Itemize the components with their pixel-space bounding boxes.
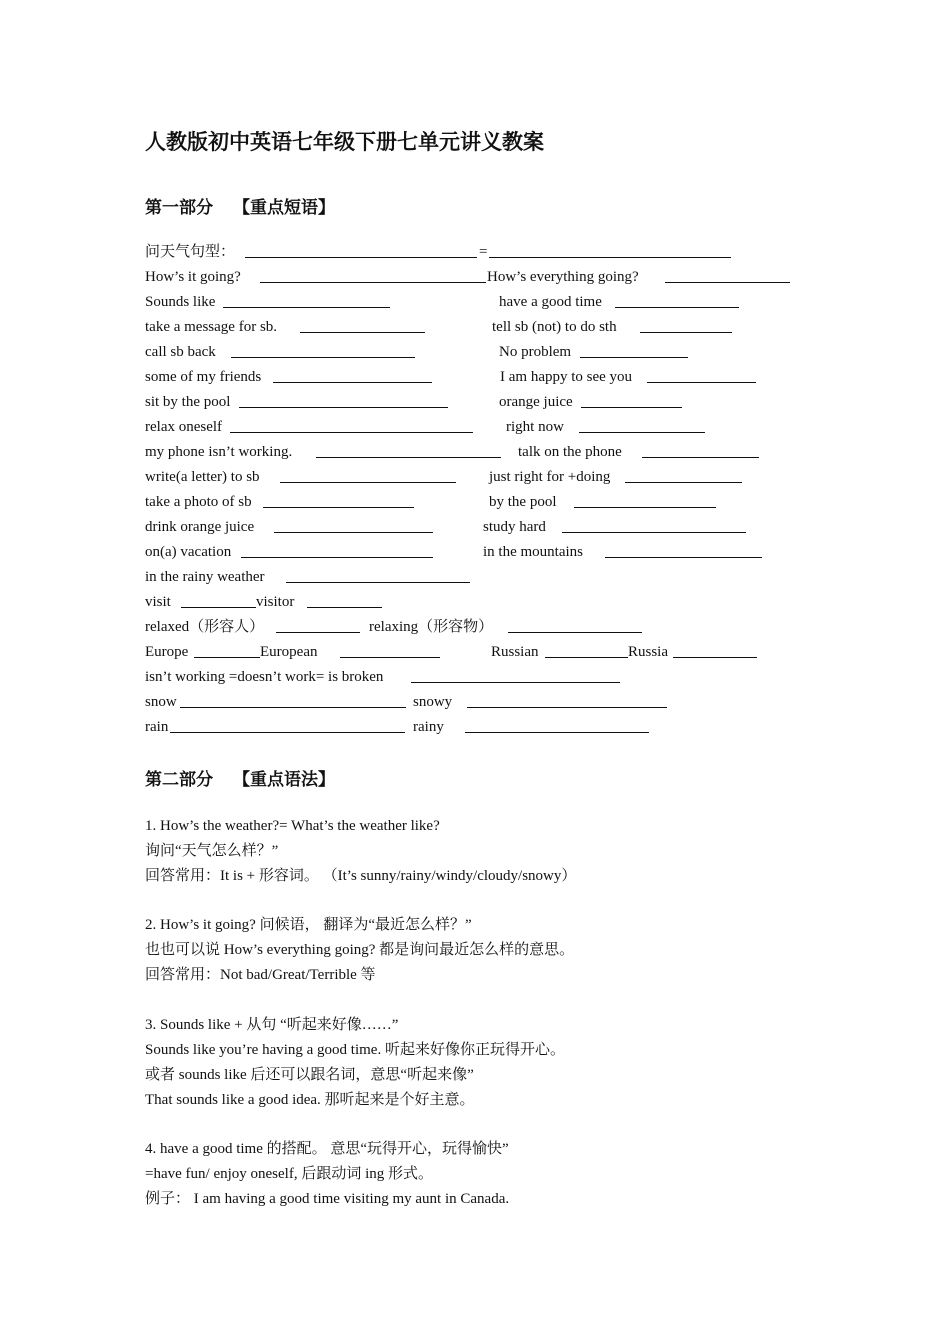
phrase-text: drink orange juice [145, 519, 255, 535]
answer-blank[interactable] [241, 543, 433, 558]
answer-blank[interactable] [194, 643, 260, 658]
answer-blank[interactable] [581, 393, 682, 408]
answer-blank[interactable] [647, 368, 756, 383]
answer-blank[interactable] [665, 268, 790, 283]
phrase-text: tell sb (not) to do sth [492, 319, 617, 335]
phrase-text: right now [506, 419, 564, 435]
answer-blank[interactable] [579, 418, 705, 433]
answer-blank[interactable] [562, 518, 746, 533]
document-title: 人教版初中英语七年级下册七单元讲义教案 [145, 130, 544, 154]
part1-label: 第一部分 [145, 198, 213, 217]
answer-blank[interactable] [170, 718, 405, 733]
grammar-point-title: 3. Sounds like + 从句 “听起来好像……” [145, 1017, 399, 1033]
phrase-text: write(a letter) to sb [145, 469, 260, 485]
answer-blank[interactable] [286, 568, 470, 583]
phrase-text: European [260, 644, 318, 660]
answer-blank[interactable] [230, 418, 473, 433]
grammar-line: 例子： I am having a good time visiting my aunt in Canada. [145, 1191, 510, 1207]
phrase-text: relaxed（形容人） [145, 619, 265, 635]
answer-blank[interactable] [545, 643, 628, 658]
phrase-text: take a photo of sb [145, 494, 252, 510]
phrase-text: No problem [499, 344, 572, 360]
phrase-text: by the pool [489, 494, 557, 510]
answer-blank[interactable] [615, 293, 739, 308]
grammar-line: 也也可以说 How’s everything going? 都是询问最近怎么样的意思。 [145, 942, 575, 958]
phrase-text: 问天气句型： [145, 244, 236, 260]
phrase-text: orange juice [499, 394, 573, 410]
grammar-point-title: 4. have a good time 的搭配。 意思“玩得开心，玩得愉快” [145, 1141, 509, 1157]
part2-bracket: 【重点语法】 [233, 770, 335, 789]
answer-blank[interactable] [276, 618, 360, 633]
phrase-text: isn’t working =doesn’t work= is broken [145, 669, 384, 685]
phrase-text: on(a) vacation [145, 544, 232, 560]
answer-blank[interactable] [673, 643, 757, 658]
phrase-text: I am happy to see you [500, 369, 633, 385]
answer-blank[interactable] [489, 243, 731, 258]
answer-blank[interactable] [508, 618, 642, 633]
phrase-text: in the mountains [483, 544, 583, 560]
answer-blank[interactable] [467, 693, 667, 708]
phrase-text: sit by the pool [145, 394, 231, 410]
grammar-line: That sounds like a good idea. 那听起来是个好主意。 [145, 1092, 475, 1108]
grammar-line: =have fun/ enjoy oneself, 后跟动词 ing 形式。 [145, 1166, 433, 1182]
part2-label: 第二部分 [145, 770, 213, 789]
grammar-point-title: 2. How’s it going? 问候语， 翻译为“最近怎么样？” [145, 917, 472, 933]
phrase-text: visit [145, 594, 171, 610]
answer-blank[interactable] [300, 318, 425, 333]
phrase-text: have a good time [499, 294, 602, 310]
phrase-text: relaxing（形容物） [369, 619, 494, 635]
answer-blank[interactable] [580, 343, 688, 358]
phrase-text: relax oneself [145, 419, 223, 435]
phrase-text: snow [145, 694, 177, 710]
answer-blank[interactable] [239, 393, 448, 408]
phrase-text: some of my friends [145, 369, 262, 385]
answer-blank[interactable] [273, 368, 432, 383]
phrase-text: call sb back [145, 344, 216, 360]
phrase-text: How’s it going? [145, 269, 241, 285]
answer-blank[interactable] [411, 668, 620, 683]
grammar-line: 回答常用：It is + 形容词。 （It’s sunny/rainy/windy/cloudy/snowy） [145, 868, 577, 884]
phrase-text: rain [145, 719, 169, 735]
phrase-text: talk on the phone [518, 444, 622, 460]
grammar-line: 询问“天气怎么样？” [145, 843, 279, 859]
equals-sign: = [479, 244, 488, 260]
answer-blank[interactable] [642, 443, 759, 458]
phrase-text: in the rainy weather [145, 569, 265, 585]
phrase-text: visitor [256, 594, 295, 610]
answer-blank[interactable] [605, 543, 762, 558]
grammar-point-title: 1. How’s the weather?= What’s the weather like? [145, 818, 440, 834]
answer-blank[interactable] [625, 468, 742, 483]
answer-blank[interactable] [640, 318, 732, 333]
answer-blank[interactable] [465, 718, 649, 733]
phrase-text: Sounds like [145, 294, 216, 310]
answer-blank[interactable] [307, 593, 382, 608]
answer-blank[interactable] [274, 518, 433, 533]
phrase-text: my phone isn’t working. [145, 444, 293, 460]
phrase-text: study hard [483, 519, 546, 535]
part2-heading [145, 765, 335, 790]
grammar-line: 或者 sounds like 后还可以跟名词，意思“听起来像” [145, 1067, 474, 1083]
phrase-text: take a message for sb. [145, 319, 278, 335]
answer-blank[interactable] [181, 593, 256, 608]
answer-blank[interactable] [574, 493, 716, 508]
part1-bracket: 【重点短语】 [233, 198, 335, 217]
answer-blank[interactable] [245, 243, 477, 258]
phrase-text: Russia [628, 644, 669, 660]
grammar-line: Sounds like you’re having a good time. 听起来好像你正玩得开心。 [145, 1042, 565, 1058]
phrase-text: Russian [491, 644, 539, 660]
answer-blank[interactable] [180, 693, 406, 708]
answer-blank[interactable] [223, 293, 390, 308]
answer-blank[interactable] [316, 443, 501, 458]
phrase-text: rainy [413, 719, 444, 735]
phrase-text: just right for +doing [489, 469, 611, 485]
answer-blank[interactable] [280, 468, 456, 483]
answer-blank[interactable] [231, 343, 415, 358]
answer-blank[interactable] [340, 643, 440, 658]
grammar-line: 回答常用：Not bad/Great/Terrible 等 [145, 967, 376, 983]
phrase-text: snowy [413, 694, 453, 710]
phrase-text: Europe [145, 644, 189, 660]
phrase-text: How’s everything going? [487, 269, 639, 285]
answer-blank[interactable] [263, 493, 414, 508]
part1-heading [145, 193, 335, 218]
answer-blank[interactable] [260, 268, 486, 283]
